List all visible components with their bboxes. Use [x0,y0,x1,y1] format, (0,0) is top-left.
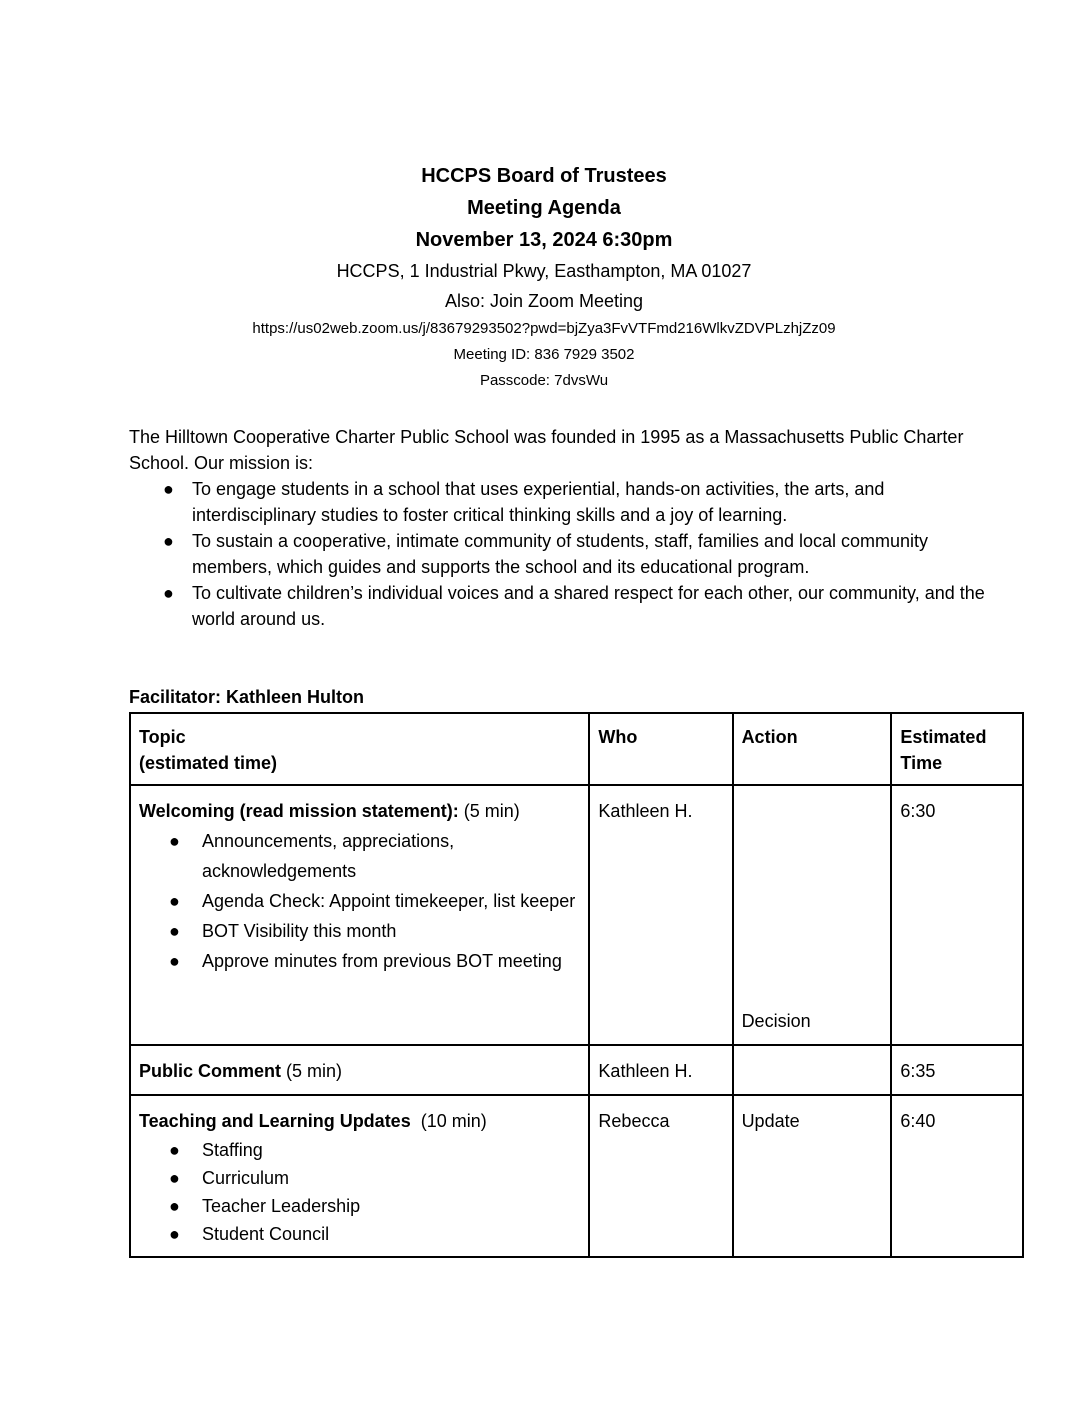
topic-item-text: Teacher Leadership [202,1196,361,1216]
mission-text: To sustain a cooperative, intimate community of students, staff, families and local community members, which guides and supports the school and its educational program. [192,531,929,577]
mission-item [129,476,989,528]
bullet-icon: ● [169,891,180,911]
topic-item-text: Curriculum [202,1168,290,1188]
action-cell: Update [733,1095,892,1257]
topic-cell [130,1045,589,1095]
zoom-link[interactable]: https://us02web.zoom.us/j/83679293502?pwd=bjZya3FvVTFmd216WlkvZDVPLzhjZz09 [252,320,836,337]
topic-item-text: BOT Visibility this month [202,921,397,941]
topic-title: Public Comment [139,1061,282,1081]
mission-text: To cultivate children’s individual voices and a shared respect for each other, our community, and the world around us. [192,583,985,629]
topic-items [139,1136,580,1248]
topic-item [139,916,580,946]
topic-duration: (5 min) [281,1061,343,1081]
mission-section [129,424,989,632]
header-time-line2: Time [900,753,943,773]
bullet-icon: ● [169,1224,180,1244]
meeting-address: HCCPS, 1 Industrial Pkwy, Easthampton, MA 01027 [336,261,752,281]
bullet-icon: ● [163,583,174,603]
bullet-icon: ● [169,1140,180,1160]
action-cell: Decision [733,785,892,1045]
header-topic [130,713,589,785]
mission-list [129,476,989,632]
meeting-passcode: Passcode: 7dvsWu [479,372,609,389]
bullet-icon: ● [163,531,174,551]
time-cell: 6:35 [891,1045,1023,1095]
topic-title: Teaching and Learning Updates [139,1111,411,1131]
topic-duration: (10 min) [410,1111,487,1131]
table-header-row [130,713,1023,785]
table-row [130,785,1023,1045]
action-cell [733,1045,892,1095]
document-subtitle: Meeting Agenda [467,197,621,219]
time-cell: 6:40 [891,1095,1023,1257]
document-header [0,160,1088,394]
document-title: HCCPS Board of Trustees [421,165,667,187]
topic-item [139,946,580,976]
header-topic-line1: Topic [139,727,186,747]
bullet-icon: ● [169,831,180,851]
header-action: Action [733,713,892,785]
topic-item [139,1136,580,1164]
topic-item [139,1164,580,1192]
topic-duration: (5 min) [458,801,520,821]
meeting-datetime: November 13, 2024 6:30pm [415,229,673,251]
table-row [130,1095,1023,1257]
topic-item-text: Student Council [202,1224,330,1244]
topic-item-text: Staffing [202,1140,263,1160]
topic-item [139,1192,580,1220]
mission-text: To engage students in a school that uses experiential, hands-on activities, the arts, and interdisciplinary studies to foster critical thinking skills and a joy of learning. [192,479,885,525]
who-cell: Kathleen H. [589,1045,732,1095]
who-cell: Rebecca [589,1095,732,1257]
who-cell: Kathleen H. [589,785,732,1045]
facilitator-label: Facilitator: Kathleen Hulton [129,687,365,707]
header-time [891,713,1023,785]
topic-item-text: Announcements, appreciations, acknowledgements [202,831,455,881]
bullet-icon: ● [169,921,180,941]
mission-item [129,580,989,632]
header-topic-line2: (estimated time) [139,753,278,773]
topic-item [139,826,580,886]
topic-item-text: Agenda Check: Appoint timekeeper, list keeper [202,891,576,911]
intro-paragraph: The Hilltown Cooperative Charter Public School was founded in 1995 as a Massachusetts Public Charter School. Our mission is: [129,427,964,473]
topic-items [139,826,580,976]
topic-cell [130,1095,589,1257]
topic-item [139,1220,580,1248]
bullet-icon: ● [169,1196,180,1216]
meeting-id: Meeting ID: 836 7929 3502 [453,346,635,363]
bullet-icon: ● [169,951,180,971]
topic-cell [130,785,589,1045]
topic-item [139,886,580,916]
time-cell: 6:30 [891,785,1023,1045]
topic-title: Welcoming (read mission statement): [139,801,459,821]
topic-item-text: Approve minutes from previous BOT meeting [202,951,562,971]
header-time-line1: Estimated [900,727,987,747]
bullet-icon: ● [169,1168,180,1188]
table-row [130,1045,1023,1095]
zoom-intro: Also: Join Zoom Meeting [444,291,644,311]
header-who: Who [589,713,732,785]
mission-item [129,528,989,580]
agenda-table [129,712,1024,1258]
bullet-icon: ● [163,479,174,499]
